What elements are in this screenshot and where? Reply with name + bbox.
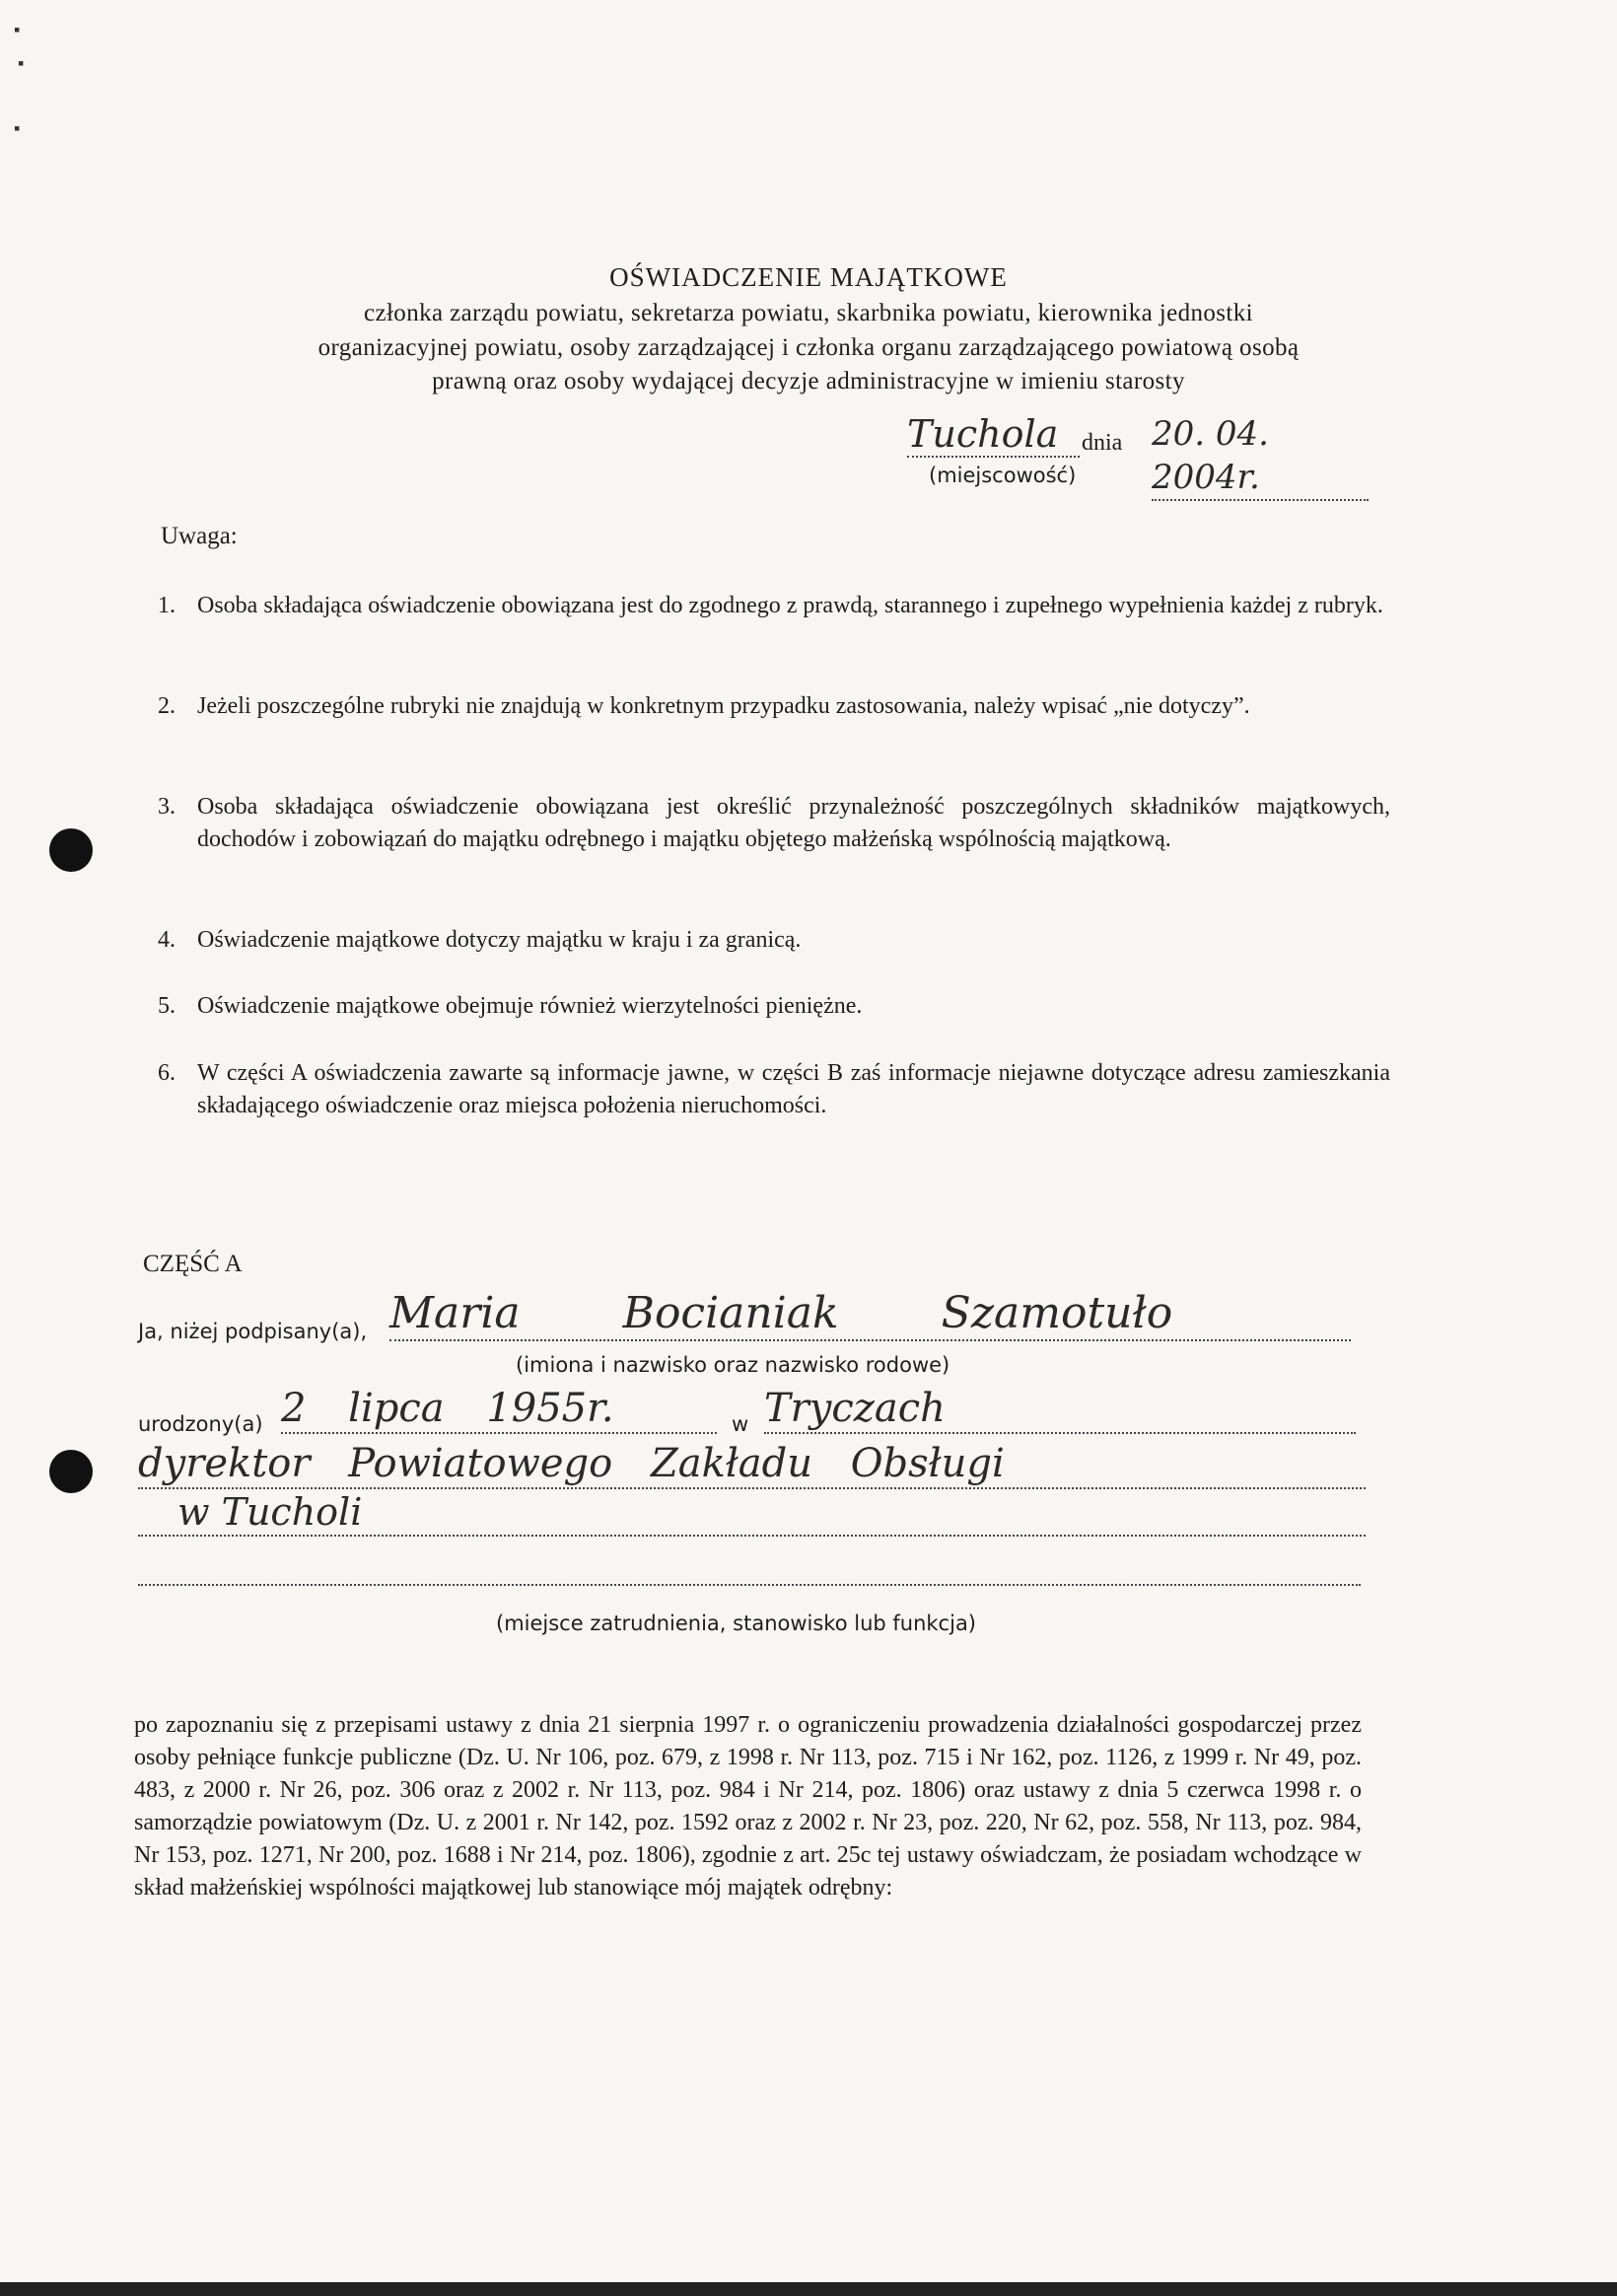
part-a-heading: CZĘŚĆ A (143, 1251, 243, 1277)
note-text: Osoba składająca oświadczenie obowiązana jest do zgodnego z prawdą, starannego i zupełnego wypełnienia każdej z rubryk. (197, 593, 1383, 618)
scan-edge (0, 2282, 1617, 2296)
note-text: W części A oświadczenia zawarte są informacje jawne, w części B zaś informacje niejawne dotyczące adresu zamieszkania składającego oświadczenie oraz miejsca położenia nieruchomości. (197, 1060, 1390, 1118)
subtitle-line: członka zarządu powiatu, sekretarza powiatu, skarbnika powiatu, kierownika jednostki (363, 300, 1254, 326)
blank-dotted-line (138, 1570, 1361, 1586)
birth-date-handwritten: 2 lipca 1955r. (281, 1385, 717, 1434)
scan-mark: ▪ (14, 20, 21, 39)
workplace-line-2: w Tucholi (138, 1489, 1366, 1537)
date-label: dnia (1082, 430, 1123, 456)
note-number: 3. (158, 794, 176, 820)
scan-mark: ▪ (14, 118, 21, 138)
note-number: 6. (158, 1060, 176, 1086)
note-number: 4. (158, 927, 176, 953)
note-text: Oświadczenie majątkowe obejmuje również wierzytelności pieniężne. (197, 993, 863, 1019)
scan-mark: ▪ (18, 53, 25, 73)
signer-label: Ja, niżej podpisany(a), (138, 1320, 368, 1343)
note-text: Jeżeli poszczególne rubryki nie znajdują w konkretnym przypadku zastosowania, należy wpisać „nie dotyczy”. (197, 693, 1250, 719)
note-number: 5. (158, 993, 176, 1019)
notes-label: Uwaga: (161, 523, 238, 549)
subtitle-line: prawną oraz osoby wydającej decyzje administracyjne w imieniu starosty (432, 368, 1185, 395)
note-text: Osoba składająca oświadczenie obowiązana jest określić przynależność poszczególnych składników majątkowych, dochodów i zobowiązań do majątku odrębnego i majątku objętego małżeńską wspólnością majątkową. (197, 794, 1390, 852)
punch-hole (49, 1450, 93, 1493)
document-title: OŚWIADCZENIE MAJĄTKOWE (609, 262, 1008, 292)
place-handwritten: Tuchola (907, 412, 1080, 458)
note-number: 2. (158, 693, 176, 719)
workplace-caption: (miejsce zatrudnienia, stanowisko lub funkcja) (496, 1612, 976, 1635)
statement-paragraph: po zapoznaniu się z przepisami ustawy z dnia 21 sierpnia 1997 r. o ograniczeniu prowadzenia działalności gospodarczej przez osoby pełniące funkcje publiczne (Dz. U. Nr 106, poz. 679, z 1998 r. Nr 113, poz. 715 i Nr 162, poz. 1126, z 1999 r. Nr 49, poz. 483, z 2000 r. Nr 26, poz. 306 oraz z 2002 r. Nr 113, poz. 984 i Nr 214, poz. 1806) oraz ustawy z dnia 5 czerwca 1998 r. o samorządzie powiatowym (Dz. U. z 2001 r. Nr 142, poz. 1592 oraz z 2002 r. Nr 23, poz. 220, Nr 62, poz. 558, Nr 113, poz. 984, Nr 153, poz. 1271, Nr 200, poz. 1688 i Nr 214, poz. 1806), zgodnie z art. 25c tej ustawy oświadczam, że posiadam wchodzące w skład małżeńskiej wspólności majątkowej lub stanowiące mój majątek odrębny: (134, 1712, 1362, 1901)
birth-place-label: w (732, 1412, 749, 1436)
signer-caption: (imiona i nazwisko oraz nazwisko rodowe) (516, 1353, 950, 1377)
date-handwritten: 20. 04. 2004r. (1152, 412, 1369, 501)
note-text: Oświadczenie majątkowe dotyczy majątku w kraju i za granicą. (197, 927, 802, 953)
born-label: urodzony(a) (138, 1412, 263, 1436)
subtitle-line: organizacyjnej powiatu, osoby zarządzającej i członka organu zarządzającego powiatową osobą (317, 334, 1300, 361)
punch-hole (49, 828, 93, 872)
place-caption: (miejscowość) (929, 464, 1077, 487)
workplace-line-1: dyrektor Powiatowego Zakładu Obsługi (138, 1440, 1366, 1489)
birth-place-handwritten: Tryczach (764, 1385, 1356, 1434)
signer-name-handwritten: Maria Bocianiak Szamotuło (389, 1288, 1351, 1341)
note-number: 1. (158, 593, 176, 618)
